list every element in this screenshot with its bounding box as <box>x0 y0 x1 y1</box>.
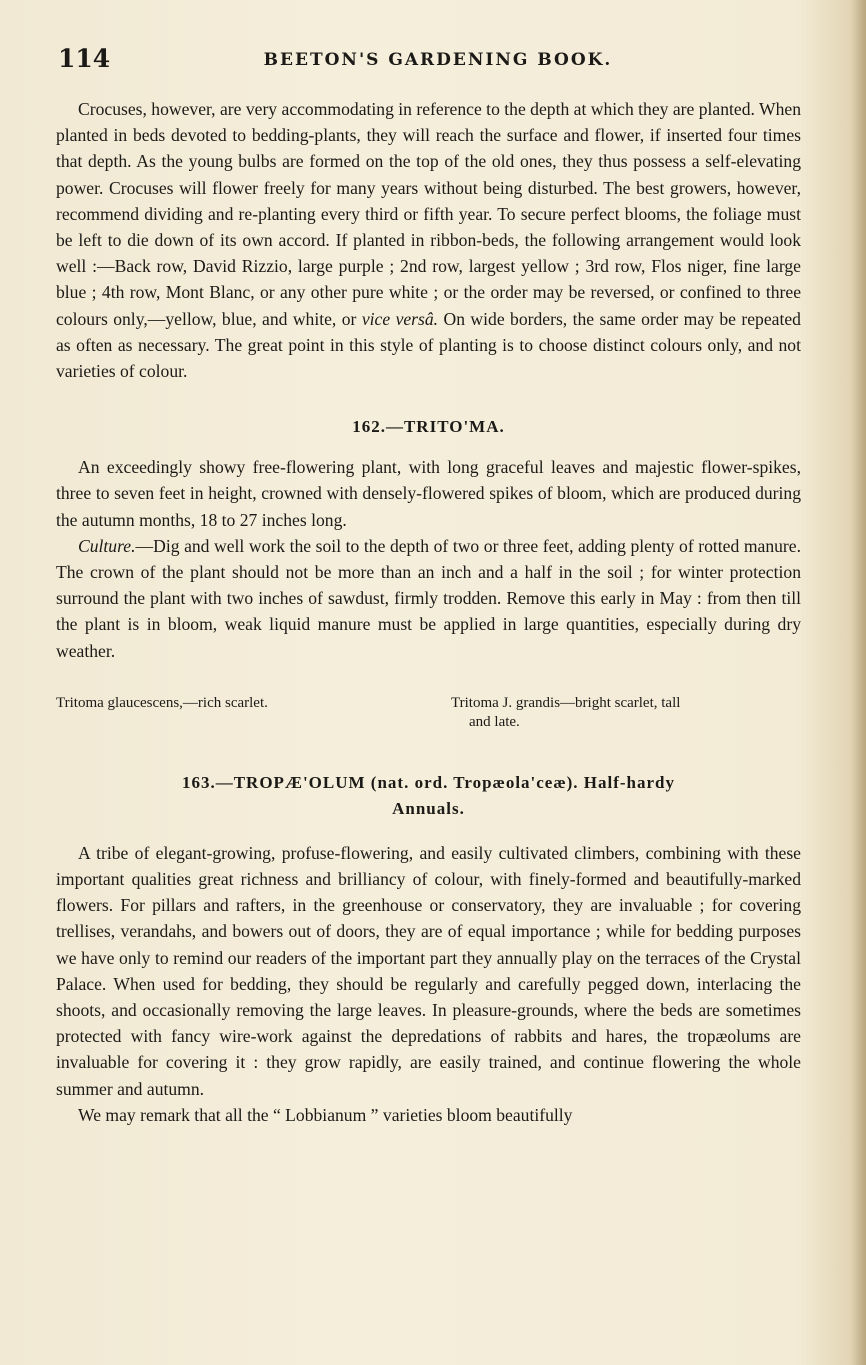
culture-label: Culture. <box>78 535 136 556</box>
running-head <box>58 44 818 84</box>
section-163-heading-line2: Annuals. <box>392 798 465 818</box>
crocus-paragraph-text: Crocuses, however, are very accommodating in reference to the depth at which they are planted. When planted in beds devoted to bedding-plants, they will reach the surface and flower, if inserted four times that depth. As the young bulbs are formed on the top of the old ones, they thus possess a self-elevating power. Crocuses will flower freely for many years without being disturbed. The best growers, however, recommend dividing and re-planting every third or fifth year. To secure perfect blooms, the foliage must be left to die down of its own accord. If planted in ribbon-beds, the following arrangement would look well :—Back row, David Rizzio, large purple ; 2nd row, largest yellow ; 3rd row, Flos niger, fine large blue ; 4th row, Mont Blanc, or any other pure white ; or the order may be reversed, or confined to three colours only,—yellow, blue, and white, or <box>56 99 801 329</box>
page-number: 114 <box>58 44 111 73</box>
page-edge-shadow <box>852 0 866 1365</box>
section-162-heading: 162.—TRITO'MA. <box>352 417 505 437</box>
vice-versa-italic: vice versâ. <box>361 308 439 329</box>
lobbianum-paragraph: We may remark that all the “ Lobbianum ” varieties bloom beautifully <box>78 1104 573 1125</box>
culture-text: —Dig and well work the soil to the depth of two or three feet, adding plenty of rotted manure. The crown of the plant should not be more than an inch and a half in the soil ; for winter protection surround the plant with two inches of sawdust, firmly trodden. Remove this early in May : from then till the plant is in bloom, weak liquid manure must be applied in large quantities, especially during dry weather. <box>56 535 801 661</box>
variety-grandis <box>421 694 801 732</box>
section-163-heading-line1: 163.—TROPÆ'OLUM (nat. ord. Tropæola'ceæ). Half-hardy <box>181 772 676 792</box>
crocus-paragraph <box>56 96 801 384</box>
tritoma-description: An exceedingly showy free-flowering plant, with long graceful leaves and majestic flower-spikes, three to seven feet in height, crowned with densely-flowered spikes of bloom, which are produced during the autumn months, 18 to 27 inches long. <box>56 457 801 530</box>
variety-grandis-line1: Tritoma J. grandis—bright scarlet, tall <box>451 694 681 711</box>
variety-grandis-line2: and late. <box>469 713 520 730</box>
book-title: BEETON'S GARDENING BOOK. <box>263 50 613 70</box>
crocus-paragraph-end: On wide borders, the same order may be repeated as often as necessary. The great point in this style of planting is to choose distinct colours only, and not varieties of colour. <box>56 308 801 382</box>
tritoma-culture <box>56 533 801 664</box>
page-content <box>56 96 801 1128</box>
variety-glaucescens: Tritoma glaucescens,—rich scarlet. <box>56 694 268 711</box>
tritoma-varieties <box>56 694 801 732</box>
tropaeolum-paragraph: A tribe of elegant-growing, profuse-flowering, and easily cultivated climbers, combining with these important qualities great richness and brilliancy of colour, with finely-formed and beautifully-marked flowers. For pillars and rafters, in the greenhouse or conservatory, they are invaluable ; for covering trellises, verandahs, and bowers out of doors, they are of equal importance ; while for bedding purposes we have only to remind our readers of the important part they annually play on the terraces of the Crystal Palace. When used for bedding, they should be regularly and carefully pegged down, interlacing the shoots, and occasionally removing the large leaves. In pleasure-grounds, where the beds are sometimes protected with fancy wire-work against the depredations of rabbits and hares, the tropæolums are invaluable for covering it : they grow rapidly, are easily trained, and continue flowering the whole summer and autumn. <box>56 842 801 1099</box>
section-163-heading <box>56 770 801 822</box>
